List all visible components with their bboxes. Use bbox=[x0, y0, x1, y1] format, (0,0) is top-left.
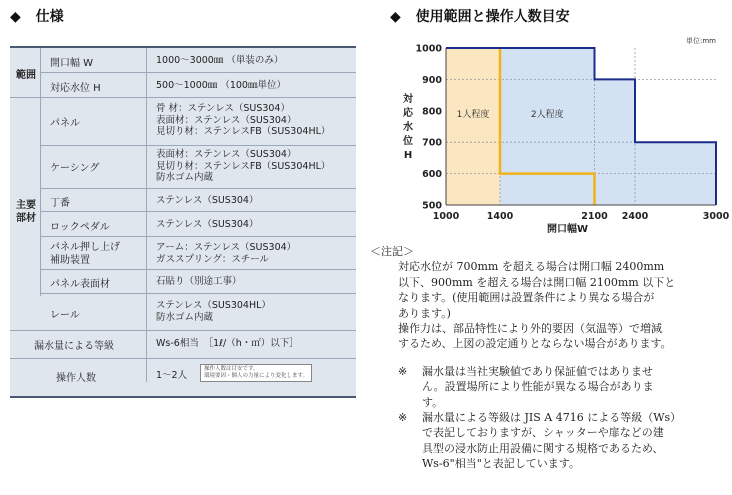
footnote-line: 漏水量による等級は JIS A 4716 による等級（Ws） bbox=[422, 411, 682, 425]
x-tick-label: 2100 bbox=[581, 211, 608, 222]
y-axis-title-char: 応 bbox=[403, 108, 413, 119]
lift-assist-value bbox=[156, 242, 296, 265]
spec-table bbox=[10, 46, 356, 398]
y-tick-label: 700 bbox=[422, 137, 442, 149]
spec-heading bbox=[10, 6, 64, 26]
lift-assist-label-line: パネル押し上げ bbox=[50, 242, 120, 253]
y-tick-label: 900 bbox=[422, 74, 442, 86]
x-tick-label: 1400 bbox=[486, 211, 514, 222]
x-axis-title: 開口幅W bbox=[546, 224, 589, 235]
hinge-value: ステンレス（SUS304） bbox=[156, 195, 259, 206]
opening-width-label: 開口幅 W bbox=[50, 58, 94, 69]
row-divider bbox=[40, 211, 356, 212]
panel-value-line: 見切り材：ステンレスFB（SUS304HL） bbox=[156, 126, 331, 137]
footnote-line: ん。設置場所により性能が異なる場合がありま bbox=[422, 380, 654, 394]
row-divider bbox=[10, 358, 356, 359]
footnote-line: 漏水量は当社実験値であり保証値ではありませ bbox=[422, 364, 653, 378]
two-person-label: 2人程度 bbox=[530, 110, 564, 121]
hinge-label: 丁番 bbox=[50, 198, 70, 209]
rail-label: レール bbox=[50, 310, 80, 321]
notes-heading: ＜注記＞ bbox=[370, 245, 414, 258]
main-parts-category-line: 主要 bbox=[16, 200, 36, 211]
operators-value: 1～2人 bbox=[156, 370, 188, 381]
reference-mark-icon: ※ bbox=[398, 411, 408, 425]
category-divider bbox=[40, 48, 41, 296]
casing-value-line: 防水ゴム内蔵 bbox=[156, 172, 214, 183]
notes-line: あります。) bbox=[398, 306, 451, 320]
row-divider bbox=[40, 72, 356, 73]
x-tick-label: 2400 bbox=[621, 211, 649, 222]
footnote-line: で表記しておりますが、シャッターや扉などの建 bbox=[422, 426, 664, 440]
x-tick-label: 1000 bbox=[432, 211, 460, 222]
chart-title: 使用範囲と操作人数目安 bbox=[415, 9, 570, 25]
footnote-1 bbox=[370, 364, 681, 410]
operators-note-line: 操作人数は目安です。 bbox=[204, 366, 259, 372]
row-divider bbox=[10, 330, 356, 331]
panel-value-line: 骨 材：ステンレス（SUS304） bbox=[156, 103, 290, 114]
one-person-region bbox=[446, 48, 500, 205]
row-divider bbox=[40, 188, 356, 189]
lift-assist-value-line: アーム：ステンレス（SUS304） bbox=[156, 242, 297, 253]
footnote-line: す。 bbox=[422, 395, 444, 409]
opening-width-value: 1000～3000㎜ （単装のみ） bbox=[156, 55, 284, 66]
casing-value-line: 見切り材：ステンレスFB（SUS304HL） bbox=[156, 160, 331, 172]
casing-value bbox=[156, 149, 330, 184]
rail-value-line: ステンレス（SUS304HL） bbox=[156, 300, 271, 311]
y-tick-label: 600 bbox=[422, 169, 442, 181]
notes-line: 対応水位が 700mm を超える場合は開口幅 2400mm bbox=[398, 260, 665, 274]
spec-title: 仕様 bbox=[35, 9, 64, 25]
main-parts-category bbox=[16, 199, 36, 225]
main-parts-category-line: 部材 bbox=[16, 213, 36, 224]
rail-value-line: 防水ゴム内蔵 bbox=[156, 311, 214, 323]
row-divider bbox=[40, 145, 356, 146]
rail-value bbox=[156, 300, 271, 323]
footnote-line: Ws-6"相当"と表記しています。 bbox=[422, 457, 580, 471]
operators-note-line: 環境要因・個人の力量により変化します。 bbox=[204, 373, 309, 379]
y-tick-label: 800 bbox=[422, 106, 442, 118]
reference-mark-icon: ※ bbox=[398, 364, 408, 378]
panel-surface-value: 石貼り（別途工事） bbox=[156, 276, 242, 287]
casing-label: ケーシング bbox=[50, 163, 100, 174]
chart-heading bbox=[390, 6, 570, 26]
panel-surface-label: パネル表面材 bbox=[50, 279, 110, 290]
x-tick-label: 3000 bbox=[702, 211, 730, 222]
notes-paragraph-1 bbox=[398, 259, 681, 321]
water-level-label: 対応水位 H bbox=[50, 83, 101, 94]
unit-label: 単位:mm bbox=[686, 37, 716, 45]
casing-value-line: 表面材：ステンレス（SUS304） bbox=[156, 149, 297, 160]
diamond-bullet-icon: ◆ bbox=[390, 9, 401, 25]
y-axis-title-char: 対 bbox=[403, 94, 413, 105]
leak-grade-label: 漏水量による等級 bbox=[34, 341, 114, 352]
usage-range-chart bbox=[390, 30, 732, 240]
row-divider bbox=[10, 97, 356, 98]
lock-pedal-label: ロックペダル bbox=[50, 222, 110, 233]
notes-section bbox=[370, 244, 681, 472]
row-divider bbox=[40, 293, 356, 294]
operators-label: 操作人数 bbox=[56, 373, 96, 384]
panel-value-line: 表面材：ステンレス（SUS304） bbox=[156, 114, 297, 126]
notes-line: するため、上図の設定通りとならない場合があります。 bbox=[398, 337, 672, 351]
lift-assist-value-line: ガススプリング：スチール bbox=[156, 253, 270, 265]
notes-line: 操作力は、部品特性により外的要因（気温等）で増減 bbox=[398, 322, 662, 336]
one-person-label: 1人程度 bbox=[456, 110, 490, 121]
lift-assist-label bbox=[50, 241, 120, 267]
y-tick-label: 500 bbox=[422, 200, 442, 212]
y-tick-label: 1000 bbox=[415, 43, 442, 55]
row-divider bbox=[40, 236, 356, 237]
diamond-bullet-icon: ◆ bbox=[10, 9, 21, 25]
panel-label: パネル bbox=[50, 118, 80, 129]
footnote-line: 具型の浸水防止用設備に関する規格であるため、 bbox=[422, 441, 664, 455]
lock-pedal-value: ステンレス（SUS304） bbox=[156, 219, 259, 230]
panel-value bbox=[156, 103, 330, 138]
notes-line: なります。(使用範囲は設置条件により異なる場合が bbox=[398, 291, 655, 305]
notes-line: 以下、900mm を超える場合は開口幅 2100mm 以下と bbox=[398, 275, 676, 289]
notes-paragraph-2 bbox=[398, 321, 681, 352]
label-divider bbox=[146, 48, 147, 382]
lift-assist-label-line: 補助装置 bbox=[50, 255, 90, 266]
water-level-value: 500～1000㎜ （100㎜単位） bbox=[156, 80, 286, 91]
y-axis-title-char: 位 bbox=[403, 136, 413, 147]
y-axis-title-char: H bbox=[403, 150, 413, 161]
y-axis-title-char: 水 bbox=[403, 122, 413, 133]
leak-grade-value: Ws-6相当 ［1ℓ/（h・㎡）以下］ bbox=[156, 338, 299, 349]
footnote-2 bbox=[370, 410, 681, 472]
row-divider bbox=[40, 269, 356, 270]
operators-note bbox=[200, 364, 312, 382]
range-category: 範囲 bbox=[16, 70, 36, 81]
